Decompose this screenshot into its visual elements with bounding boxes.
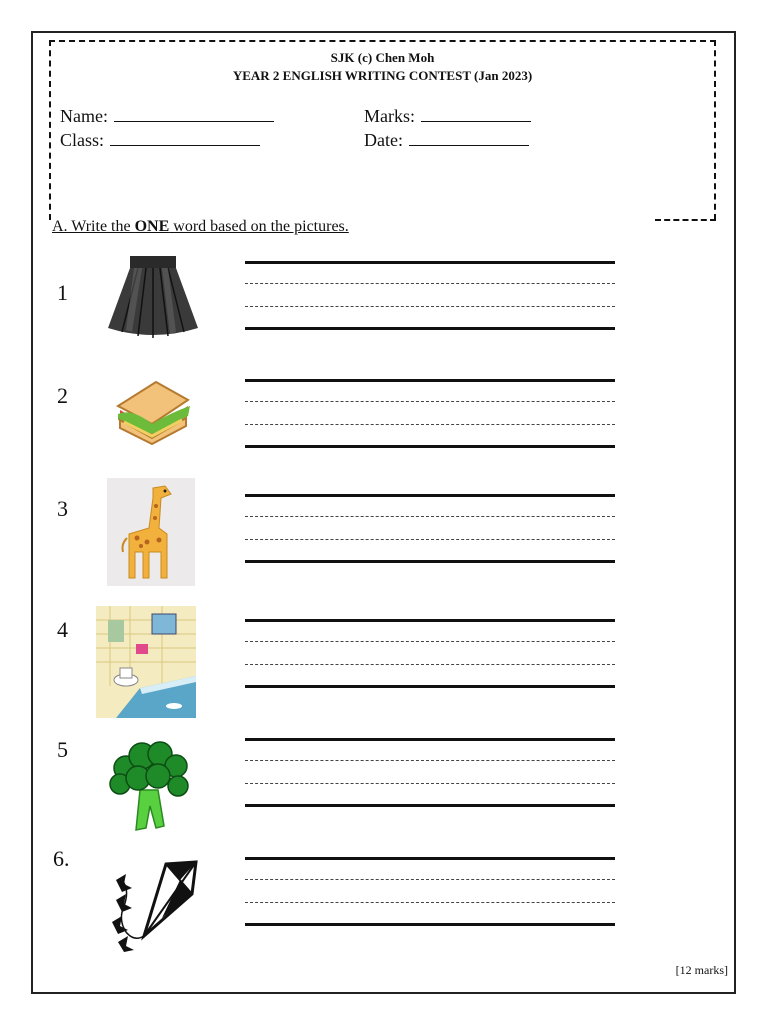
- answer-lines-2[interactable]: [245, 379, 615, 449]
- answer-lines-5[interactable]: [245, 738, 615, 808]
- class-label: Class:: [60, 130, 105, 150]
- answer-lines-6[interactable]: [245, 857, 615, 927]
- marks-field[interactable]: [364, 106, 531, 127]
- section-instruction: A. Write the ONE word based on the pictures.: [52, 218, 349, 235]
- broccoli-icon: [106, 736, 192, 834]
- question-number: 5: [57, 737, 68, 762]
- marks-label: Marks:: [364, 106, 415, 126]
- giraffe-icon: [107, 478, 195, 586]
- skirt-icon: [104, 252, 202, 342]
- date-blank[interactable]: [409, 131, 529, 146]
- name-field[interactable]: [60, 106, 274, 127]
- answer-lines-1[interactable]: [245, 261, 615, 331]
- answer-lines-3[interactable]: [245, 494, 615, 564]
- kite-icon: [104, 860, 200, 954]
- total-marks: [12 marks]: [675, 963, 728, 977]
- name-label: Name:: [60, 106, 108, 126]
- question-number: 4: [57, 617, 68, 642]
- school-name: SJK (c) Chen Moh: [330, 50, 435, 65]
- sandwich-icon: [112, 376, 194, 446]
- date-label: Date:: [364, 130, 403, 150]
- answer-lines-4[interactable]: [245, 619, 615, 689]
- header-dash-segment: [655, 219, 716, 221]
- class-field[interactable]: [60, 130, 260, 151]
- question-number: 1: [57, 280, 68, 305]
- question-number: 2: [57, 383, 68, 408]
- date-field[interactable]: [364, 130, 529, 151]
- bathroom-icon: [96, 606, 196, 718]
- question-number: 6.: [53, 846, 70, 871]
- class-blank[interactable]: [110, 131, 260, 146]
- marks-blank[interactable]: [421, 107, 531, 122]
- question-number: 3: [57, 496, 68, 521]
- name-blank[interactable]: [114, 107, 274, 122]
- contest-title: YEAR 2 ENGLISH WRITING CONTEST (Jan 2023): [232, 68, 533, 83]
